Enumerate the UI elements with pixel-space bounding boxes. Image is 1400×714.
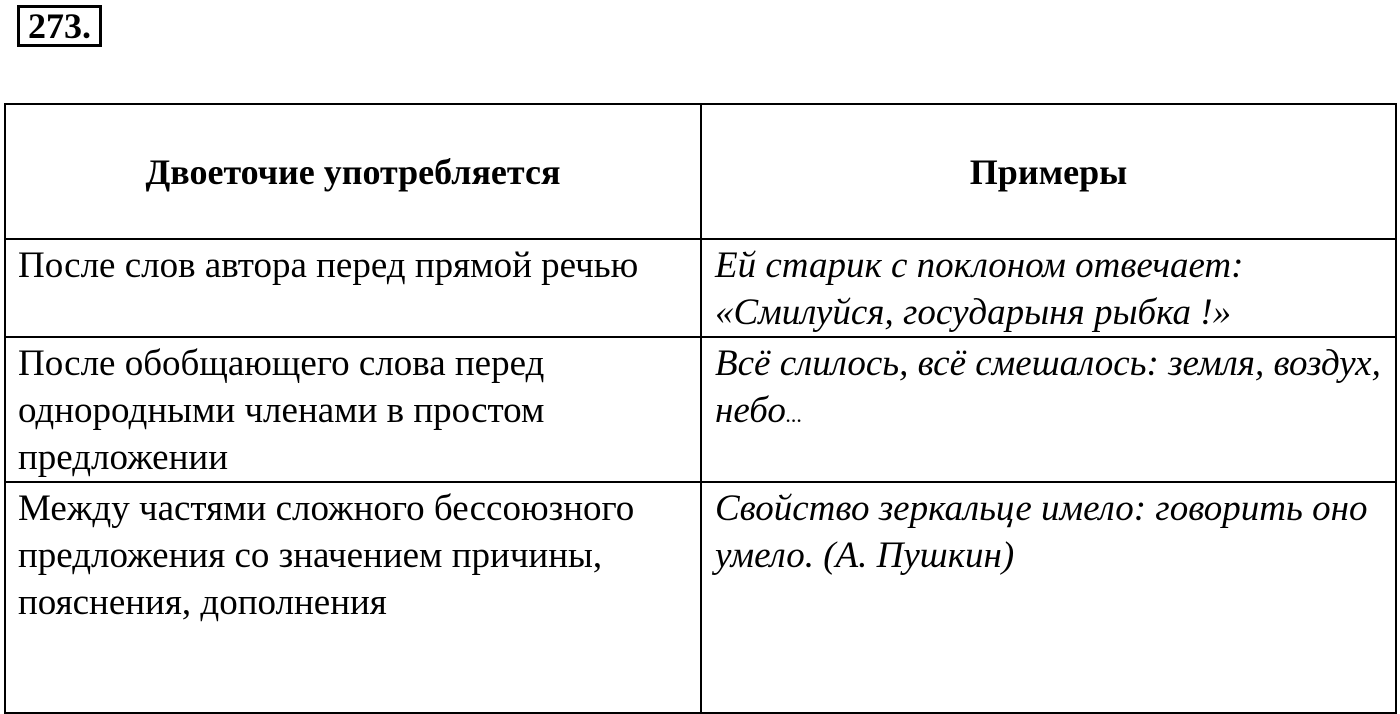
header-usage: Двоеточие употребляется (5, 104, 701, 239)
ellipsis: ... (785, 402, 803, 427)
example-text: Свойство зеркальце имело: говорить оно умело. (А. Пушкин) (715, 488, 1368, 576)
table-row (5, 239, 1396, 337)
rule-text: После слов автора перед прямой речью (18, 245, 639, 286)
rule-text: После обобщающего слова перед однородными членами в простом предложении (18, 343, 545, 478)
example-cell (701, 482, 1396, 713)
rule-text: Между частями сложного бессоюзного предложения со значением причины, пояснения, дополнения (18, 488, 635, 623)
exercise-number: 273. (17, 5, 102, 47)
punctuation-rules-table (4, 103, 1397, 714)
rule-cell (5, 239, 701, 337)
table-row (5, 337, 1396, 482)
table-row (5, 482, 1396, 713)
example-cell (701, 239, 1396, 337)
header-examples: Примеры (701, 104, 1396, 239)
example-cell (701, 337, 1396, 482)
example-text: Всё слилось, всё смешалось: земля, воздух, небо (715, 343, 1381, 431)
rule-cell (5, 337, 701, 482)
example-text: Ей старик с поклоном отвечает: «Смилуйся, государыня рыбка !» (715, 245, 1244, 333)
rule-cell (5, 482, 701, 713)
example-text-wrapper (702, 338, 1395, 438)
table-header-row (5, 104, 1396, 239)
